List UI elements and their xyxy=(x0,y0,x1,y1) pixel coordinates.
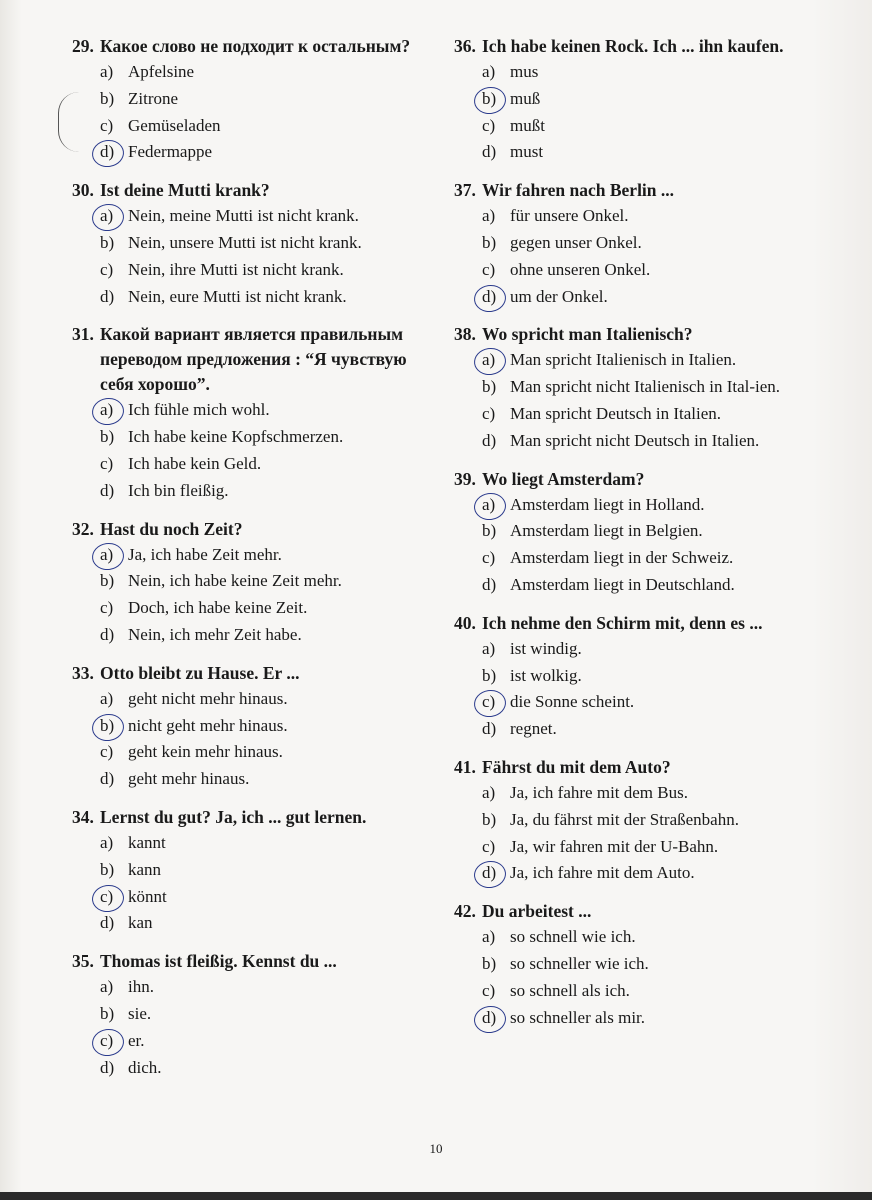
answer-options xyxy=(454,636,814,743)
option-text: Ich habe keine Kopfschmerzen. xyxy=(128,427,344,447)
question-block xyxy=(72,34,442,166)
question-text: Wo liegt Amsterdam? xyxy=(482,468,645,489)
answer-option xyxy=(72,568,442,595)
question-block xyxy=(72,322,442,504)
option-letter: c) xyxy=(100,1030,114,1050)
answer-option xyxy=(72,59,442,86)
option-text: Nein, ich habe keine Zeit mehr. xyxy=(128,571,342,591)
question-text: Hast du noch Zeit? xyxy=(100,518,243,539)
question-number: 37. xyxy=(454,180,476,201)
option-letter: c) xyxy=(100,742,114,762)
option-letter: d) xyxy=(100,913,115,933)
option-letter: d) xyxy=(100,624,115,644)
question-number: 29. xyxy=(72,36,94,56)
answer-option xyxy=(454,374,814,401)
option-text: Ja, wir fahren mit der U-Bahn. xyxy=(510,836,719,856)
option-text: Doch, ich habe keine Zeit. xyxy=(128,598,308,618)
option-letter: b) xyxy=(482,521,497,541)
option-letter: a) xyxy=(482,782,496,802)
option-letter: a) xyxy=(482,206,496,226)
answer-option xyxy=(72,397,442,424)
option-letter: d) xyxy=(100,142,115,162)
option-text: Nein, ich mehr Zeit habe. xyxy=(128,624,302,644)
option-letter: b) xyxy=(482,665,497,685)
answer-option xyxy=(72,1001,442,1028)
answer-option xyxy=(72,284,442,311)
option-letter: d) xyxy=(100,480,115,500)
option-text: Man spricht nicht Italienisch in Ital-ien. xyxy=(510,377,781,397)
question-stem xyxy=(72,178,442,203)
question-stem xyxy=(454,611,814,636)
answer-option xyxy=(454,636,814,663)
option-text: könnt xyxy=(128,886,167,906)
option-text: geht nicht mehr hinaus. xyxy=(128,688,288,708)
option-letter: a) xyxy=(482,638,496,658)
answer-option xyxy=(72,1028,442,1055)
question-text: Ist deine Mutti krank? xyxy=(100,180,270,201)
question-number: 36. xyxy=(454,36,476,56)
question-stem xyxy=(72,34,442,59)
question-text: Otto bleibt zu Hause. Er ... xyxy=(100,662,300,683)
option-letter: a) xyxy=(100,832,114,852)
answer-option xyxy=(454,545,814,572)
question-text: Wir fahren nach Berlin ... xyxy=(482,180,675,201)
option-text: kann xyxy=(128,859,162,879)
question-block xyxy=(454,899,814,1031)
option-letter: c) xyxy=(482,259,496,279)
answer-option xyxy=(72,424,442,451)
answer-option xyxy=(454,203,814,230)
option-text: Ja, ich habe Zeit mehr. xyxy=(128,544,282,564)
option-letter: c) xyxy=(100,115,114,135)
question-stem xyxy=(72,661,442,686)
answer-option xyxy=(454,492,814,519)
option-text: ist wolkig. xyxy=(510,665,582,685)
option-letter: c) xyxy=(482,836,496,856)
question-text: Wo spricht man Italienisch? xyxy=(482,324,693,345)
option-letter: d) xyxy=(482,574,497,594)
option-text: ohne unseren Onkel. xyxy=(510,259,651,279)
question-text: Fährst du mit dem Auto? xyxy=(482,756,671,777)
answer-option xyxy=(72,766,442,793)
question-block xyxy=(72,178,442,310)
option-letter: b) xyxy=(482,232,497,252)
question-block xyxy=(72,661,442,793)
answer-option xyxy=(454,860,814,887)
answer-option xyxy=(454,834,814,861)
answer-option xyxy=(72,86,442,113)
option-text: Man spricht nicht Deutsch in Italien. xyxy=(510,430,760,450)
question-number: 35. xyxy=(72,951,94,972)
option-text: für unsere Onkel. xyxy=(510,206,629,226)
question-stem xyxy=(454,178,814,203)
answer-option xyxy=(454,347,814,374)
answer-option xyxy=(454,716,814,743)
answer-option xyxy=(454,518,814,545)
option-text: mußt xyxy=(510,115,545,135)
question-stem xyxy=(454,34,814,59)
answer-options xyxy=(454,492,814,599)
answer-option xyxy=(454,978,814,1005)
question-block xyxy=(454,322,814,454)
answer-option xyxy=(72,713,442,740)
answer-option xyxy=(454,428,814,455)
option-letter: a) xyxy=(100,688,114,708)
option-text: Amsterdam liegt in Belgien. xyxy=(510,521,703,541)
question-text: Du arbeitest ... xyxy=(482,901,592,922)
question-text: Ich nehme den Schirm mit, denn es ... xyxy=(482,612,763,633)
option-text: Ich habe kein Geld. xyxy=(128,453,262,473)
question-stem xyxy=(72,805,442,830)
option-text: Ja, du fährst mit der Straßenbahn. xyxy=(510,809,739,829)
answer-option xyxy=(72,478,442,505)
answer-option xyxy=(454,284,814,311)
option-letter: a) xyxy=(482,494,496,514)
answer-option xyxy=(72,203,442,230)
answer-option xyxy=(454,1005,814,1032)
question-number: 31. xyxy=(72,324,94,345)
answer-option xyxy=(454,807,814,834)
question-number: 34. xyxy=(72,806,94,827)
option-text: Apfelsine xyxy=(128,62,195,81)
answer-option xyxy=(454,689,814,716)
option-letter: b) xyxy=(100,715,115,735)
page-edge-shadow xyxy=(0,0,22,1200)
answer-options xyxy=(454,780,814,887)
option-text: Ja, ich fahre mit dem Bus. xyxy=(510,782,688,802)
option-text: Nein, ihre Mutti ist nicht krank. xyxy=(128,259,344,279)
option-letter: d) xyxy=(482,430,497,450)
option-text: die Sonne scheint. xyxy=(510,692,635,712)
question-number: 32. xyxy=(72,518,94,539)
option-letter: b) xyxy=(100,859,115,879)
answer-options xyxy=(454,347,814,454)
answer-option xyxy=(72,595,442,622)
answer-options xyxy=(72,542,442,649)
question-number: 41. xyxy=(454,756,476,777)
option-text: Gemüseladen xyxy=(128,115,221,135)
option-letter: d) xyxy=(482,286,497,306)
answer-options xyxy=(454,203,814,310)
option-letter: a) xyxy=(482,62,496,81)
answer-option xyxy=(454,572,814,599)
option-text: Nein, unsere Mutti ist nicht krank. xyxy=(128,232,362,252)
option-letter: c) xyxy=(100,453,114,473)
answer-option xyxy=(454,113,814,140)
option-letter: c) xyxy=(100,886,114,906)
question-number: 30. xyxy=(72,180,94,201)
answer-option xyxy=(72,1055,442,1082)
page-number: 10 xyxy=(429,1141,443,1156)
answer-option xyxy=(454,924,814,951)
option-letter: d) xyxy=(482,863,497,883)
option-text: dich. xyxy=(128,1057,162,1077)
answer-options xyxy=(72,203,442,310)
question-stem xyxy=(72,322,442,397)
answer-option xyxy=(72,230,442,257)
question-text: Ich habe keinen Rock. Ich ... ihn kaufen. xyxy=(482,36,784,56)
question-block xyxy=(454,34,814,166)
question-text: Какой вариант является правильным переводом предложения : “Я чувствую себя хорошо”. xyxy=(100,324,407,395)
answer-option xyxy=(454,139,814,166)
question-stem xyxy=(454,322,814,347)
answer-option xyxy=(454,59,814,86)
option-letter: c) xyxy=(100,259,114,279)
answer-option xyxy=(72,451,442,478)
option-text: Nein, eure Mutti ist nicht krank. xyxy=(128,286,347,306)
question-block xyxy=(454,467,814,599)
answer-option xyxy=(454,257,814,284)
question-text: Lernst du gut? Ja, ich ... gut lernen. xyxy=(100,806,367,827)
question-block xyxy=(454,755,814,887)
answer-option xyxy=(72,739,442,766)
next-page-bleed xyxy=(812,0,872,1200)
answer-option xyxy=(454,86,814,113)
option-text: so schnell wie ich. xyxy=(510,927,636,947)
option-text: must xyxy=(510,142,544,162)
option-text: geht kein mehr hinaus. xyxy=(128,742,283,762)
option-letter: b) xyxy=(482,88,497,108)
question-stem xyxy=(454,467,814,492)
option-text: ist windig. xyxy=(510,638,582,658)
question-block xyxy=(72,805,442,937)
option-letter: d) xyxy=(482,719,497,739)
question-number: 33. xyxy=(72,662,94,683)
option-text: Man spricht Deutsch in Italien. xyxy=(510,403,722,423)
option-text: Nein, meine Mutti ist nicht krank. xyxy=(128,206,359,226)
answer-option xyxy=(72,257,442,284)
answer-options xyxy=(454,924,814,1031)
option-letter: a) xyxy=(100,206,114,226)
answer-option xyxy=(454,230,814,257)
option-text: mus xyxy=(510,62,539,81)
option-letter: c) xyxy=(100,598,114,618)
answer-option xyxy=(72,622,442,649)
option-text: Amsterdam liegt in Holland. xyxy=(510,494,705,514)
option-text: nicht geht mehr hinaus. xyxy=(128,715,288,735)
question-block xyxy=(454,611,814,743)
option-letter: c) xyxy=(482,403,496,423)
option-text: um der Onkel. xyxy=(510,286,608,306)
scan-bottom-edge xyxy=(0,1192,872,1200)
option-letter: d) xyxy=(100,286,115,306)
answer-option xyxy=(72,686,442,713)
answer-option xyxy=(72,542,442,569)
option-letter: c) xyxy=(482,980,496,1000)
answer-option xyxy=(72,857,442,884)
option-text: gegen unser Onkel. xyxy=(510,232,642,252)
option-text: Man spricht Italienisch in Italien. xyxy=(510,350,737,370)
answer-option xyxy=(72,139,442,166)
option-letter: d) xyxy=(482,142,497,162)
option-text: so schnell als ich. xyxy=(510,980,630,1000)
question-text: Какое слово не подходит к остальным? xyxy=(100,36,411,56)
answer-options xyxy=(72,830,442,937)
option-text: regnet. xyxy=(510,719,557,739)
answer-option xyxy=(454,401,814,428)
option-letter: c) xyxy=(482,692,496,712)
question-stem xyxy=(454,899,814,924)
option-text: Ich fühle mich wohl. xyxy=(128,400,270,420)
question-number: 42. xyxy=(454,901,476,922)
left-column xyxy=(72,34,442,1093)
answer-option xyxy=(72,884,442,911)
question-stem xyxy=(72,949,442,974)
answer-option xyxy=(454,663,814,690)
option-text: sie. xyxy=(128,1003,152,1023)
answer-options xyxy=(72,59,442,166)
option-text: Ich bin fleißig. xyxy=(128,480,229,500)
option-letter: a) xyxy=(482,927,496,947)
option-letter: b) xyxy=(100,427,115,447)
option-text: Zitrone xyxy=(128,88,179,108)
question-number: 38. xyxy=(454,324,476,345)
option-letter: b) xyxy=(100,1003,115,1023)
option-text: Amsterdam liegt in Deutschland. xyxy=(510,574,735,594)
option-text: so schneller als mir. xyxy=(510,1007,646,1027)
option-text: Amsterdam liegt in der Schweiz. xyxy=(510,548,734,568)
answer-option xyxy=(72,910,442,937)
option-text: ihn. xyxy=(128,977,154,997)
option-letter: c) xyxy=(482,548,496,568)
question-stem xyxy=(72,517,442,542)
option-text: muß xyxy=(510,88,541,108)
option-letter: a) xyxy=(100,544,114,564)
option-letter: b) xyxy=(100,88,115,108)
option-text: Ja, ich fahre mit dem Auto. xyxy=(510,863,695,883)
question-number: 40. xyxy=(454,612,476,633)
option-letter: a) xyxy=(482,350,496,370)
answer-option xyxy=(454,951,814,978)
answer-options xyxy=(72,397,442,504)
option-text: Federmappe xyxy=(128,142,213,162)
option-letter: b) xyxy=(482,377,497,397)
option-letter: a) xyxy=(100,977,114,997)
option-letter: a) xyxy=(100,400,114,420)
option-letter: d) xyxy=(482,1007,497,1027)
question-number: 39. xyxy=(454,468,476,489)
answer-options xyxy=(72,686,442,793)
option-letter: d) xyxy=(100,769,115,789)
option-text: kan xyxy=(128,913,153,933)
option-text: kannt xyxy=(128,832,166,852)
option-letter: b) xyxy=(100,571,115,591)
option-letter: c) xyxy=(482,115,496,135)
option-text: so schneller wie ich. xyxy=(510,953,649,973)
option-letter: a) xyxy=(100,62,114,81)
question-text: Thomas ist fleißig. Kennst du ... xyxy=(100,951,337,972)
question-block xyxy=(72,949,442,1081)
question-block xyxy=(454,178,814,310)
question-block xyxy=(72,517,442,649)
option-letter: d) xyxy=(100,1057,115,1077)
option-letter: b) xyxy=(482,809,497,829)
option-text: er. xyxy=(128,1030,145,1050)
option-text: geht mehr hinaus. xyxy=(128,769,250,789)
answer-option xyxy=(72,830,442,857)
answer-options xyxy=(72,974,442,1081)
answer-option xyxy=(72,113,442,140)
right-column xyxy=(454,34,814,1043)
answer-option xyxy=(72,974,442,1001)
option-letter: b) xyxy=(482,953,497,973)
question-stem xyxy=(454,755,814,780)
answer-options xyxy=(454,59,814,166)
option-letter: b) xyxy=(100,232,115,252)
answer-option xyxy=(454,780,814,807)
